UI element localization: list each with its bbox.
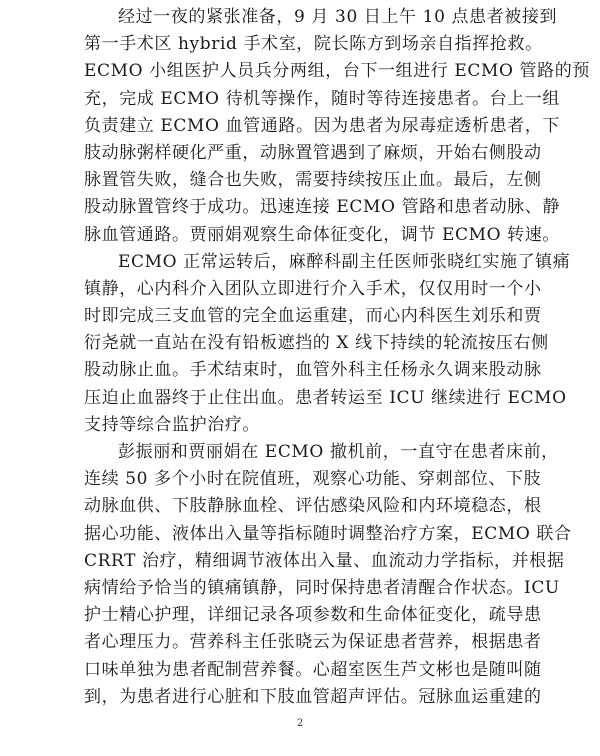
text-line: 衍尧就一直站在没有铅板遮挡的 X 线下持续的轮流按压右侧	[84, 333, 549, 354]
text-line: 肢动脉粥样硬化严重，动脉置管遇到了麻烦，开始右侧股动	[84, 142, 542, 163]
text-line: 充，完成 ECMO 待机等操作，随时等待连接患者。台上一组	[84, 88, 560, 109]
text-line: 脉置管失败，缝合也失败，需要持续按压止血。最后，左侧	[84, 170, 542, 191]
paragraph-1	[84, 4, 590, 249]
text-line: 动脉血供、下肢静脉血栓、评估感染风险和内环境稳态，根	[84, 496, 542, 517]
text-line: 股动脉置管终于成功。迅速连接 ECMO 管路和患者动脉、静	[84, 197, 560, 218]
text-line: 病情给予恰当的镇痛镇静，同时保持患者清醒合作状态。ICU	[84, 577, 560, 598]
text-line: ECMO 小组医护人员兵分两组，台下一组进行 ECMO 管路的预	[84, 61, 590, 82]
text-line: 负责建立 ECMO 血管通路。因为患者为尿毒症透析患者，下	[84, 115, 560, 136]
text-line: 连续 50 多个小时在院值班，观察心功能、穿刺部位、下肢	[84, 469, 542, 490]
text-line: 时即完成三支血管的完全血运重建，而心内科医生刘乐和贾	[84, 306, 542, 327]
text-line: 第一手术区 hybrid 手术室，院长陈方到场亲自指挥抢救。	[84, 34, 543, 55]
text-line: 据心功能、液体出入量等指标随时调整治疗方案，ECMO 联合	[84, 523, 572, 544]
text-line: ECMO 正常运转后，麻醉科副主任医师张晓红实施了镇痛	[118, 251, 571, 272]
text-line: 股动脉止血。手术结束时，血管外科主任杨永久调来股动脉	[84, 360, 542, 381]
document-body	[84, 4, 590, 711]
page-number: 2	[296, 718, 304, 729]
text-line: 到，为患者进行心脏和下肢血管超声评估。冠脉血运重建的	[84, 686, 542, 707]
text-line: 口味单独为患者配制营养餐。心超室医生芦文彬也是随叫随	[84, 659, 542, 680]
text-line: 压迫止血器终于止住出血。患者转运至 ICU 继续进行 ECMO	[84, 387, 567, 408]
text-line: 护士精心护理，详细记录各项参数和生命体征变化，疏导患	[84, 605, 542, 626]
text-line: CRRT 治疗，精细调节液体出入量、血流动力学指标，并根据	[84, 550, 565, 571]
text-line: 支持等综合监护治疗。	[84, 414, 260, 435]
text-line: 脉血管通路。贾丽娟观察生命体征变化，调节 ECMO 转速。	[84, 224, 560, 245]
paragraph-3	[84, 439, 572, 711]
paragraph-2	[84, 249, 571, 439]
text-line: 镇静，心内科介入团队立即进行介入手术，仅仅用时一个小	[84, 278, 542, 299]
text-line: 经过一夜的紧张准备，9 月 30 日上午 10 点患者被接到	[118, 7, 558, 27]
text-line: 彭振丽和贾丽娟在 ECMO 撤机前，一直守在患者床前，	[118, 442, 559, 462]
text-line: 者心理压力。营养科主任张晓云为保证患者营养，根据患者	[84, 632, 542, 653]
